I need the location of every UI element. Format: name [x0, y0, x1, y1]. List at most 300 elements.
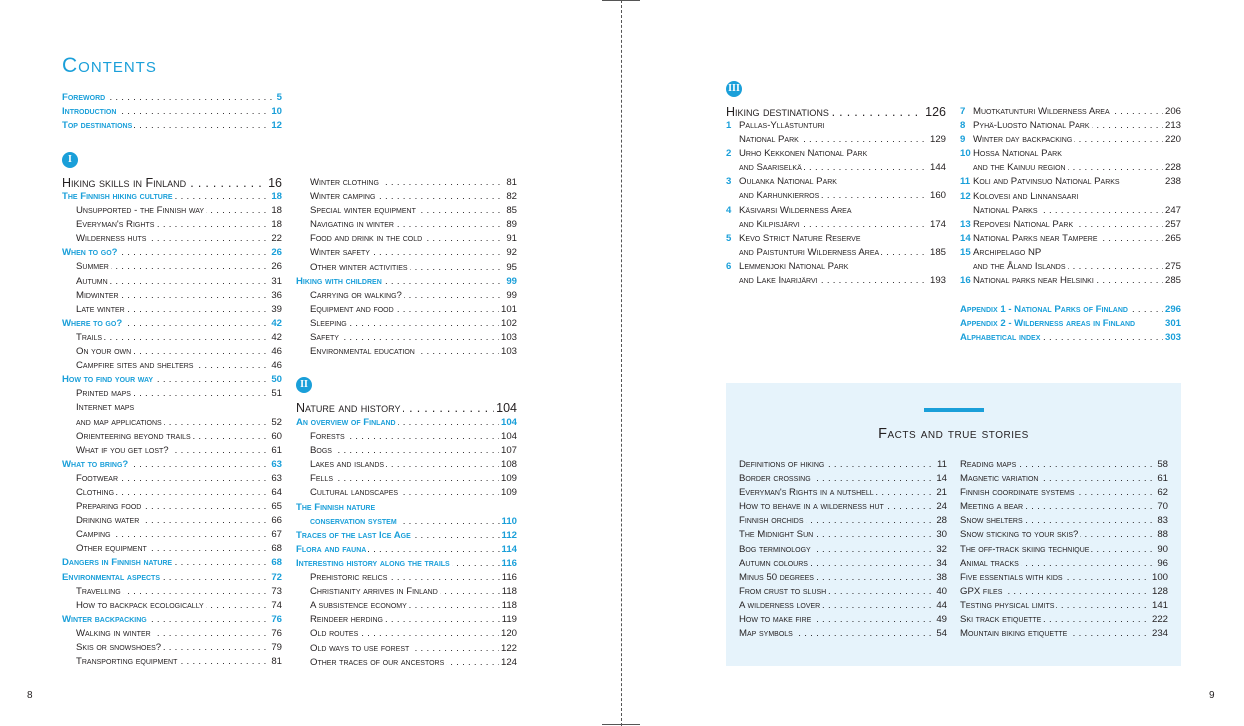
toc-entry[interactable] — [960, 218, 1181, 232]
toc-entry[interactable] — [62, 387, 282, 401]
toc-entry-text: Summer — [76, 261, 109, 273]
toc-entry[interactable] — [62, 556, 282, 570]
toc-entry[interactable] — [960, 472, 1168, 486]
toc-entry[interactable] — [296, 599, 517, 613]
toc-entry-page: 39 — [269, 303, 282, 317]
toc-entry-label — [960, 134, 1074, 145]
toc-entry-text: Wilderness huts — [76, 233, 147, 245]
toc-entry[interactable] — [726, 161, 946, 175]
toc-entry[interactable] — [739, 613, 947, 627]
toc-entry-text: and Karhunkierros — [739, 190, 820, 202]
toc-entry[interactable] — [726, 147, 946, 161]
toc-entry-label — [960, 487, 1077, 498]
toc-entry-text: Midwinter — [76, 289, 119, 301]
toc-entry-label — [960, 261, 1068, 272]
toc-entry-label — [296, 600, 409, 611]
toc-entry[interactable] — [62, 542, 282, 556]
toc-entry-text: Other winter activities — [310, 261, 408, 273]
toc-entry-page: 26 — [269, 246, 282, 260]
toc-entry-text: Clothing — [76, 486, 115, 498]
toc-entry[interactable] — [960, 585, 1168, 599]
toc-entry-label — [296, 219, 396, 230]
toc-entry-text: Christianity arrives in Finland — [310, 586, 438, 598]
toc-entry[interactable] — [960, 514, 1168, 528]
toc-entry[interactable] — [960, 133, 1181, 147]
toc-entry[interactable] — [960, 246, 1181, 260]
toc-entry-page: 92 — [504, 246, 517, 260]
toc-entry-text: Other traces of our ancestors — [310, 656, 445, 668]
toc-entry-page: 67 — [269, 528, 282, 542]
toc-entry-label — [726, 190, 821, 201]
toc-entry[interactable] — [62, 190, 282, 204]
toc-entry-page: 285 — [1163, 274, 1181, 288]
toc-entry-text: Winter camping — [310, 191, 376, 203]
toc-entry-label — [62, 92, 107, 103]
toc-entry-number: 11 — [960, 176, 971, 188]
toc-entry-page: 174 — [928, 218, 946, 232]
toc-entry-text: Top destinations — [62, 120, 133, 132]
toc-entry[interactable] — [296, 571, 517, 585]
toc-entry-page: 61 — [1155, 472, 1168, 486]
toc-entry-label — [62, 318, 124, 329]
toc-entry[interactable] — [960, 571, 1168, 585]
toc-entry-page: 213 — [1163, 119, 1181, 133]
toc-entry[interactable] — [960, 260, 1181, 274]
toc-entry-label — [960, 515, 1025, 526]
toc-entry[interactable] — [960, 458, 1168, 472]
toc-entry[interactable] — [62, 430, 282, 444]
toc-entry[interactable] — [726, 218, 946, 232]
toc-entry-text: GPX files — [960, 585, 1003, 597]
toc-entry-text: Sleeping — [310, 317, 347, 329]
toc-entry[interactable] — [739, 627, 947, 641]
toc-entry-page: 46 — [269, 359, 282, 373]
toc-entry-label — [62, 501, 143, 512]
toc-entry-text: Minus 50 degrees — [739, 571, 814, 583]
toc-entry[interactable] — [62, 571, 282, 585]
toc-entry-text: Dangers in Finnish nature — [62, 557, 173, 569]
toc-entry[interactable] — [296, 317, 517, 331]
toc-entry-text: Repovesi National Park — [973, 218, 1074, 230]
toc-entry-page: 265 — [1163, 232, 1181, 246]
toc-entry-label — [296, 318, 349, 329]
toc-entry-page: 74 — [269, 599, 282, 613]
toc-entry-text: Internet maps — [76, 402, 135, 414]
toc-entry-label — [62, 304, 127, 315]
toc-entry-text: Koli and Patvinsuo National Parks — [973, 176, 1120, 188]
toc-entry[interactable] — [296, 472, 517, 486]
toc-entry-text: Animal tracks — [960, 557, 1019, 569]
toc-entry[interactable] — [62, 627, 282, 641]
toc-entry-text: Bog terminology — [739, 543, 811, 555]
toc-entry-text: Camping — [76, 529, 111, 541]
toc-entry-page: 104 — [499, 430, 517, 444]
toc-entry-page: 185 — [928, 246, 946, 260]
toc-entry-label — [62, 543, 149, 554]
toc-entry[interactable] — [62, 655, 282, 669]
toc-entry[interactable] — [296, 416, 517, 430]
toc-entry-page: 70 — [1155, 500, 1168, 514]
toc-entry[interactable] — [296, 585, 517, 599]
toc-entry[interactable] — [62, 105, 282, 119]
toc-entry-text: Navigating in winter — [310, 219, 394, 231]
toc-entry-label — [960, 120, 1092, 131]
toc-entry-text: and Paistunturi Wilderness Area — [739, 246, 880, 258]
toc-entry-text: Safety — [310, 332, 339, 344]
toc-entry[interactable] — [62, 359, 282, 373]
toc-entry-text: Käsivarsi Wilderness Area — [739, 204, 852, 216]
toc-entry[interactable] — [296, 515, 517, 529]
toc-entry-label — [62, 290, 121, 301]
toc-entry-page: 10 — [269, 105, 282, 119]
toc-entry-page: 238 — [1163, 175, 1181, 189]
toc-entry-text: Lemmenjoki National Park — [739, 260, 849, 272]
toc-entry-label — [739, 544, 813, 555]
toc-entry-label — [62, 219, 156, 230]
toc-entry[interactable] — [296, 232, 517, 246]
toc-entry-page: 31 — [269, 275, 282, 289]
toc-entry[interactable] — [62, 289, 282, 303]
toc-entry[interactable] — [296, 486, 517, 500]
page-number-right: 9 — [1209, 690, 1215, 701]
toc-entry-page: 34 — [934, 557, 947, 571]
toc-entry[interactable] — [296, 331, 517, 345]
part-2-heading-row[interactable]: . . . Nature and history 104 — [296, 399, 517, 417]
toc-entry-text: How to backpack ecologically — [76, 599, 204, 611]
toc-entry-label — [960, 544, 1091, 555]
toc-entry-text: Reindeer herding — [310, 614, 383, 626]
toc-entry[interactable] — [62, 613, 282, 627]
toc-entry-label — [739, 501, 886, 512]
toc-entry-page: 99 — [504, 289, 517, 303]
toc-entry[interactable] — [62, 528, 282, 542]
toc-entry[interactable] — [62, 486, 282, 500]
toc-entry-label — [960, 304, 1130, 315]
toc-entry[interactable] — [960, 331, 1181, 345]
toc-entry[interactable] — [296, 613, 517, 627]
toc-entry-page: 193 — [928, 274, 946, 288]
toc-entry-page: 49 — [934, 613, 947, 627]
toc-entry[interactable] — [296, 246, 517, 260]
toc-entry[interactable] — [62, 204, 282, 218]
toc-entry-page: 112 — [500, 529, 517, 543]
toc-entry-label — [726, 120, 827, 131]
toc-entry[interactable] — [296, 190, 517, 204]
toc-entry-text: Equipment and food — [310, 303, 394, 315]
toc-entry-page: 11 — [935, 458, 947, 472]
toc-entry[interactable] — [62, 317, 282, 331]
toc-entry-label — [296, 628, 360, 639]
toc-entry-text: Campfire sites and shelters — [76, 360, 194, 372]
toc-entry[interactable] — [960, 204, 1181, 218]
toc-entry-text: How to behave in a wilderness hut — [739, 501, 884, 513]
toc-entry-page: 122 — [499, 642, 517, 656]
toc-entry[interactable] — [726, 133, 946, 147]
toc-entry[interactable] — [62, 232, 282, 246]
toc-entry-label — [62, 642, 163, 653]
toc-entry-label — [62, 360, 195, 371]
toc-entry-page: 124 — [499, 656, 517, 670]
toc-entry[interactable] — [739, 557, 947, 571]
toc-entry[interactable] — [960, 190, 1181, 204]
toc-entry-label — [62, 473, 120, 484]
toc-entry-text: Drinking water — [76, 515, 140, 527]
toc-entry[interactable] — [739, 514, 947, 528]
toc-entry-label — [739, 473, 813, 484]
toc-entry-page: 65 — [269, 500, 282, 514]
toc-entry[interactable] — [296, 218, 517, 232]
toc-entry-label — [296, 177, 381, 188]
toc-entry-page: 109 — [499, 486, 517, 500]
toc-entry-number: 12 — [960, 190, 971, 202]
toc-entry-page: 129 — [928, 133, 946, 147]
toc-entry[interactable] — [296, 458, 517, 472]
toc-entry-text: Skis or snowshoes? — [76, 642, 162, 653]
toc-entry[interactable] — [296, 642, 517, 656]
toc-entry[interactable] — [62, 373, 282, 387]
toc-entry-label — [296, 516, 399, 527]
part-1-list-col1 — [62, 190, 282, 669]
toc-entry-page: 234 — [1150, 627, 1168, 641]
toc-entry-text: National Parks — [973, 204, 1038, 216]
toc-entry-text: Foreword — [62, 92, 106, 103]
toc-entry-label — [62, 402, 136, 413]
toc-entry-page: 21 — [934, 486, 947, 500]
toc-entry[interactable] — [62, 331, 282, 345]
toc-entry[interactable] — [62, 345, 282, 359]
toc-entry-text: Kevo Strict Nature Reserve — [739, 232, 861, 244]
toc-entry[interactable] — [62, 218, 282, 232]
toc-entry[interactable] — [739, 571, 947, 585]
toc-entry-label — [296, 417, 398, 428]
toc-entry[interactable] — [960, 303, 1181, 317]
toc-entry[interactable] — [739, 500, 947, 514]
facts-list-col2 — [960, 458, 1168, 641]
toc-entry-label — [62, 628, 153, 639]
part-1-heading-row[interactable]: . . . Hiking skills in Finland 16 — [62, 174, 282, 192]
toc-entry[interactable] — [739, 472, 947, 486]
toc-entry-text: and map applications — [76, 416, 162, 428]
toc-entry[interactable] — [296, 430, 517, 444]
toc-entry[interactable] — [62, 246, 282, 260]
toc-entry[interactable] — [296, 444, 517, 458]
toc-entry[interactable] — [296, 501, 517, 515]
toc-entry-text: Autumn — [76, 275, 108, 287]
toc-entry[interactable] — [296, 303, 517, 317]
toc-entry[interactable] — [960, 274, 1181, 288]
toc-entry-number: 3 — [726, 176, 732, 188]
toc-entry-label — [296, 614, 385, 625]
toc-entry-page: 54 — [934, 627, 947, 641]
toc-entry[interactable] — [726, 246, 946, 260]
toc-entry-text: Winter backpacking — [62, 613, 147, 625]
toc-entry[interactable] — [739, 486, 947, 500]
toc-entry-text: Lakes and islands — [310, 459, 385, 471]
toc-entry[interactable] — [960, 175, 1181, 189]
toc-entry-text: Finnish coordinate systems — [960, 487, 1075, 499]
toc-entry-number: 5 — [726, 232, 732, 244]
part-3-list-col2 — [960, 105, 1181, 288]
toc-entry[interactable] — [960, 500, 1168, 514]
toc-entry-label — [62, 261, 111, 272]
toc-entry[interactable] — [62, 458, 282, 472]
toc-entry-label — [960, 572, 1065, 583]
toc-entry-page: 52 — [269, 416, 282, 430]
toc-entry[interactable] — [960, 105, 1181, 119]
toc-entry-label — [296, 530, 413, 541]
toc-entry-text: Testing physical limits — [960, 599, 1055, 611]
toc-entry[interactable] — [62, 275, 282, 289]
toc-entry-text: Where to go? — [62, 317, 123, 329]
toc-entry[interactable] — [296, 529, 517, 543]
toc-entry[interactable] — [726, 204, 946, 218]
toc-entry[interactable] — [726, 232, 946, 246]
toc-entry[interactable] — [62, 303, 282, 317]
toc-entry-text: The Midnight Sun — [739, 529, 814, 541]
toc-entry-text: Carrying or walking? — [310, 289, 402, 301]
toc-entry[interactable] — [62, 119, 282, 133]
toc-entry[interactable] — [62, 91, 282, 105]
toc-entry-label — [62, 614, 149, 625]
toc-entry-page: 26 — [269, 260, 282, 274]
toc-entry[interactable] — [960, 119, 1181, 133]
toc-entry[interactable] — [296, 289, 517, 303]
toc-entry[interactable] — [62, 444, 282, 458]
toc-entry[interactable] — [960, 599, 1168, 613]
toc-entry[interactable] — [62, 500, 282, 514]
toc-entry-label — [62, 431, 193, 442]
toc-entry-label — [62, 656, 179, 667]
toc-entry-page: 144 — [928, 161, 946, 175]
toc-entry-text: Winter safety — [310, 247, 370, 259]
toc-entry[interactable] — [296, 275, 517, 289]
toc-entry-page: 60 — [269, 430, 282, 444]
toc-entry[interactable] — [296, 627, 517, 641]
toc-entry-label — [62, 205, 206, 216]
toc-entry-label — [726, 275, 820, 286]
toc-entry[interactable] — [726, 274, 946, 288]
toc-entry-label — [960, 332, 1042, 343]
toc-entry-label — [960, 318, 1137, 329]
toc-entry[interactable] — [62, 641, 282, 655]
toc-entry[interactable] — [960, 627, 1168, 641]
toc-entry-label — [960, 501, 1025, 512]
front-matter-list — [62, 91, 282, 133]
toc-entry[interactable] — [960, 613, 1168, 627]
toc-entry-page: 5 — [275, 91, 282, 105]
part-3-list-col1 — [726, 119, 946, 288]
toc-entry-label — [960, 459, 1018, 470]
toc-entry[interactable] — [739, 543, 947, 557]
toc-entry[interactable] — [296, 345, 517, 359]
toc-entry-number: 2 — [726, 148, 732, 160]
toc-entry[interactable] — [960, 232, 1181, 246]
contents-title: Contents — [62, 54, 157, 77]
toc-entry[interactable] — [296, 176, 517, 190]
toc-entry[interactable] — [960, 317, 1181, 331]
toc-entry-label — [62, 120, 134, 131]
toc-entry-label — [62, 557, 174, 568]
toc-entry[interactable] — [62, 416, 282, 430]
toc-entry-page: 68 — [269, 556, 282, 570]
toc-entry-page: 81 — [504, 176, 517, 190]
toc-entry[interactable] — [296, 204, 517, 218]
toc-entry[interactable] — [62, 472, 282, 486]
toc-entry-label — [739, 600, 822, 611]
toc-entry-text: Printed maps — [76, 388, 131, 400]
toc-entry-page: 99 — [504, 275, 517, 289]
toc-entry-label — [296, 473, 335, 484]
toc-entry[interactable] — [726, 119, 946, 133]
toc-entry-page: 220 — [1163, 133, 1181, 147]
toc-entry[interactable] — [960, 528, 1168, 542]
appendix-list — [960, 303, 1181, 345]
toc-entry-page: 85 — [504, 204, 517, 218]
toc-entry[interactable] — [62, 599, 282, 613]
toc-entry-text: Environmental education — [310, 346, 415, 358]
toc-entry[interactable] — [296, 557, 517, 571]
toc-entry[interactable] — [739, 458, 947, 472]
toc-entry-page: 160 — [928, 189, 946, 203]
toc-entry-label — [960, 148, 1064, 159]
toc-entry-label — [296, 586, 440, 597]
toc-entry[interactable] — [296, 543, 517, 557]
toc-entry[interactable] — [960, 543, 1168, 557]
toc-entry[interactable] — [296, 656, 517, 670]
toc-entry-label — [726, 176, 839, 187]
toc-entry-text: Kolovesi and Linnansaari — [973, 190, 1079, 202]
toc-entry-number: 10 — [960, 148, 971, 160]
toc-entry-label — [62, 417, 164, 428]
part-2-list — [296, 416, 517, 670]
toc-entry[interactable] — [960, 486, 1168, 500]
toc-entry[interactable] — [739, 585, 947, 599]
toc-entry[interactable] — [62, 401, 282, 415]
toc-entry-text: Appendix 1 - National Parks of Finland — [960, 304, 1128, 315]
toc-entry[interactable] — [296, 261, 517, 275]
toc-entry[interactable] — [62, 514, 282, 528]
toc-entry[interactable] — [726, 260, 946, 274]
toc-entry-label — [296, 276, 384, 287]
toc-entry-page: 116 — [500, 571, 517, 585]
toc-entry-page: 38 — [934, 571, 947, 585]
toc-entry[interactable] — [726, 175, 946, 189]
toc-entry[interactable] — [62, 260, 282, 274]
toc-entry-label — [960, 473, 1040, 484]
toc-entry-text: Prehistoric relics — [310, 572, 388, 584]
toc-entry-label — [739, 614, 813, 625]
toc-entry[interactable] — [739, 599, 947, 613]
toc-entry-page: 68 — [269, 542, 282, 556]
toc-entry[interactable] — [62, 585, 282, 599]
toc-entry[interactable] — [960, 557, 1168, 571]
toc-entry-text: Map symbols — [739, 628, 793, 640]
toc-entry-text: The off-track skiing technique — [960, 543, 1090, 555]
toc-entry[interactable] — [739, 528, 947, 542]
toc-entry-page: 50 — [269, 373, 282, 387]
toc-entry-page: 18 — [269, 218, 282, 232]
toc-entry-page: 102 — [499, 317, 517, 331]
toc-entry-page: 62 — [1155, 486, 1168, 500]
toc-entry-page: 95 — [504, 261, 517, 275]
toc-entry-page: 14 — [934, 472, 947, 486]
toc-entry[interactable] — [960, 161, 1181, 175]
toc-entry[interactable] — [960, 147, 1181, 161]
toc-entry[interactable] — [726, 189, 946, 203]
part-3-heading-row[interactable]: . . . Hiking destinations 126 — [726, 103, 946, 121]
toc-entry-page: 141 — [1150, 599, 1168, 613]
toc-entry-page: 46 — [269, 345, 282, 359]
